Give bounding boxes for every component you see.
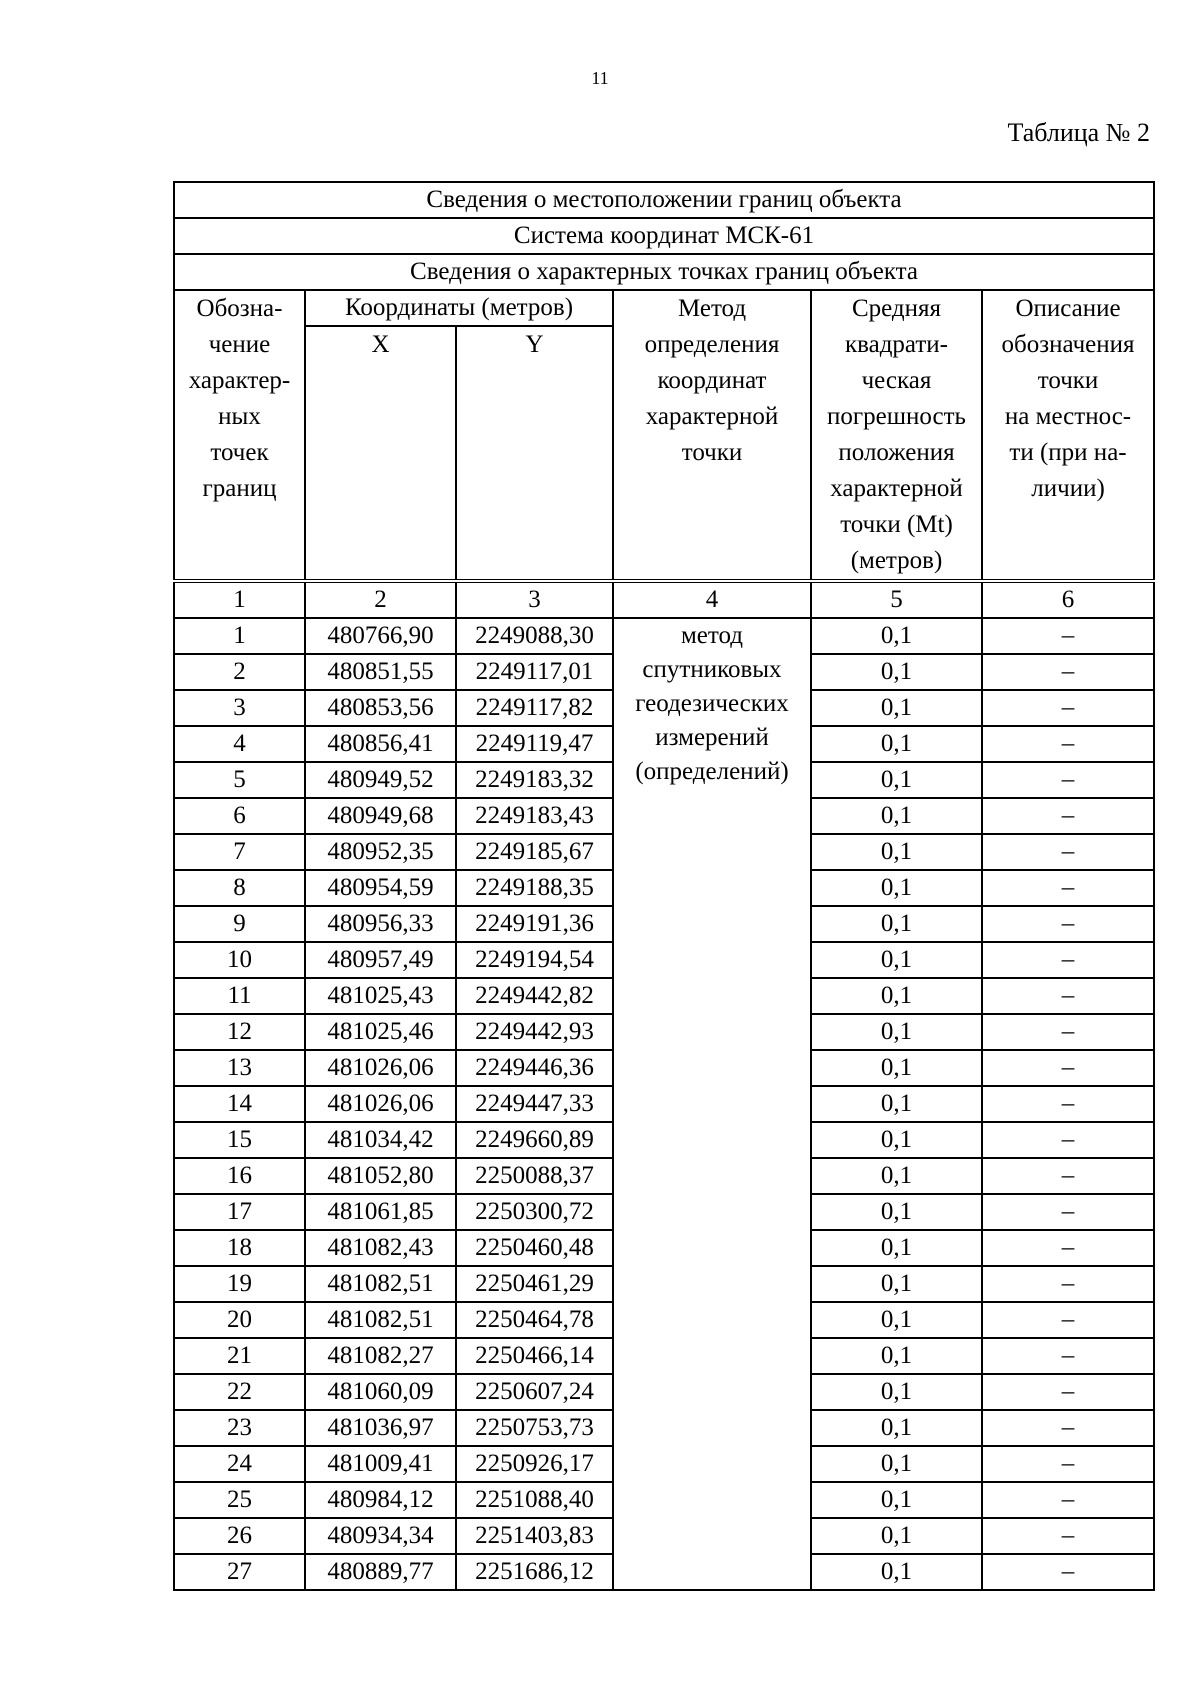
point-number-cell: 14 xyxy=(174,1086,305,1122)
description-cell: – xyxy=(982,1518,1154,1554)
mean-error-cell: 0,1 xyxy=(811,762,982,798)
mean-error-cell: 0,1 xyxy=(811,1122,982,1158)
x-coordinate-cell: 481082,51 xyxy=(305,1302,456,1338)
y-coordinate-cell: 2249183,32 xyxy=(456,762,613,798)
point-number-cell: 1 xyxy=(174,618,305,654)
mean-error-cell: 0,1 xyxy=(811,1194,982,1230)
point-number-cell: 13 xyxy=(174,1050,305,1086)
description-cell: – xyxy=(982,1122,1154,1158)
mean-error-cell: 0,1 xyxy=(811,1482,982,1518)
table-row xyxy=(174,618,1154,654)
y-coordinate-cell: 2249183,43 xyxy=(456,798,613,834)
mean-error-cell: 0,1 xyxy=(811,834,982,870)
point-number-cell: 18 xyxy=(174,1230,305,1266)
x-coordinate-cell: 481082,51 xyxy=(305,1266,456,1302)
mean-error-cell: 0,1 xyxy=(811,618,982,654)
header-description xyxy=(982,290,1154,581)
mean-error-cell: 0,1 xyxy=(811,1374,982,1410)
y-coordinate-cell: 2249188,35 xyxy=(456,870,613,906)
x-coordinate-cell: 481009,41 xyxy=(305,1446,456,1482)
point-number-cell: 24 xyxy=(174,1446,305,1482)
column-number: 1 xyxy=(174,581,305,618)
point-number-cell: 8 xyxy=(174,870,305,906)
point-number-cell: 2 xyxy=(174,654,305,690)
description-cell: – xyxy=(982,1302,1154,1338)
mean-error-cell: 0,1 xyxy=(811,870,982,906)
point-number-cell: 17 xyxy=(174,1194,305,1230)
y-coordinate-cell: 2250466,14 xyxy=(456,1338,613,1374)
x-coordinate-cell: 480766,90 xyxy=(305,618,456,654)
x-coordinate-cell: 480889,77 xyxy=(305,1554,456,1590)
y-coordinate-cell: 2249117,01 xyxy=(456,654,613,690)
header-description-text: Описание обозначения точки на местнос- ти (при на- личии) xyxy=(1001,295,1135,502)
description-cell: – xyxy=(982,726,1154,762)
description-cell: – xyxy=(982,1086,1154,1122)
point-number-cell: 19 xyxy=(174,1266,305,1302)
header-method-text: Метод определения координат характерной точки xyxy=(644,295,780,466)
description-cell: – xyxy=(982,1374,1154,1410)
x-coordinate-cell: 480949,52 xyxy=(305,762,456,798)
x-coordinate-cell: 481052,80 xyxy=(305,1158,456,1194)
mean-error-cell: 0,1 xyxy=(811,1086,982,1122)
point-number-cell: 7 xyxy=(174,834,305,870)
description-cell: – xyxy=(982,870,1154,906)
mean-error-cell: 0,1 xyxy=(811,1158,982,1194)
column-number: 2 xyxy=(305,581,456,618)
mean-error-cell: 0,1 xyxy=(811,1050,982,1086)
description-cell: – xyxy=(982,978,1154,1014)
y-coordinate-cell: 2250926,17 xyxy=(456,1446,613,1482)
y-coordinate-cell: 2250461,29 xyxy=(456,1266,613,1302)
header-designation-text: Обозна- чение характер- ных точек границ xyxy=(188,295,291,502)
y-coordinate-cell: 2249446,36 xyxy=(456,1050,613,1086)
x-coordinate-cell: 480952,35 xyxy=(305,834,456,870)
mean-error-cell: 0,1 xyxy=(811,654,982,690)
y-coordinate-cell: 2250300,72 xyxy=(456,1194,613,1230)
description-cell: – xyxy=(982,798,1154,834)
mean-error-cell: 0,1 xyxy=(811,690,982,726)
x-coordinate-cell: 481034,42 xyxy=(305,1122,456,1158)
column-number: 3 xyxy=(456,581,613,618)
point-number-cell: 5 xyxy=(174,762,305,798)
header-y: Y xyxy=(456,326,613,581)
y-coordinate-cell: 2250464,78 xyxy=(456,1302,613,1338)
point-number-cell: 26 xyxy=(174,1518,305,1554)
table-caption: Таблица № 2 xyxy=(1007,118,1150,147)
y-coordinate-cell: 2250753,73 xyxy=(456,1410,613,1446)
description-cell: – xyxy=(982,1266,1154,1302)
column-number: 4 xyxy=(613,581,811,618)
point-number-cell: 6 xyxy=(174,798,305,834)
x-coordinate-cell: 480851,55 xyxy=(305,654,456,690)
point-number-cell: 23 xyxy=(174,1410,305,1446)
description-cell: – xyxy=(982,906,1154,942)
point-number-cell: 15 xyxy=(174,1122,305,1158)
point-number-cell: 10 xyxy=(174,942,305,978)
column-number: 5 xyxy=(811,581,982,618)
x-coordinate-cell: 480856,41 xyxy=(305,726,456,762)
mean-error-cell: 0,1 xyxy=(811,1230,982,1266)
y-coordinate-cell: 2250460,48 xyxy=(456,1230,613,1266)
y-coordinate-cell: 2249194,54 xyxy=(456,942,613,978)
mean-error-cell: 0,1 xyxy=(811,1554,982,1590)
description-cell: – xyxy=(982,942,1154,978)
header-error-text: Средняя квадрати- ческая погрешность положения характерной точки (Mt) (метров) xyxy=(827,295,966,574)
method-cell xyxy=(613,618,811,1590)
y-coordinate-cell: 2251403,83 xyxy=(456,1518,613,1554)
description-cell: – xyxy=(982,1482,1154,1518)
table-title-coordinate-system: Система координат МСК-61 xyxy=(174,218,1154,254)
x-coordinate-cell: 481082,43 xyxy=(305,1230,456,1266)
description-cell: – xyxy=(982,834,1154,870)
point-number-cell: 12 xyxy=(174,1014,305,1050)
point-number-cell: 11 xyxy=(174,978,305,1014)
y-coordinate-cell: 2249660,89 xyxy=(456,1122,613,1158)
y-coordinate-cell: 2249119,47 xyxy=(456,726,613,762)
y-coordinate-cell: 2249117,82 xyxy=(456,690,613,726)
point-number-cell: 3 xyxy=(174,690,305,726)
point-number-cell: 21 xyxy=(174,1338,305,1374)
column-number: 6 xyxy=(982,581,1154,618)
description-cell: – xyxy=(982,1014,1154,1050)
mean-error-cell: 0,1 xyxy=(811,1302,982,1338)
x-coordinate-cell: 480949,68 xyxy=(305,798,456,834)
y-coordinate-cell: 2249442,82 xyxy=(456,978,613,1014)
mean-error-cell: 0,1 xyxy=(811,1014,982,1050)
x-coordinate-cell: 480954,59 xyxy=(305,870,456,906)
x-coordinate-cell: 480957,49 xyxy=(305,942,456,978)
table-title-boundaries: Сведения о местоположении границ объекта xyxy=(174,182,1154,218)
description-cell: – xyxy=(982,1050,1154,1086)
header-x: X xyxy=(305,326,456,581)
description-cell: – xyxy=(982,1410,1154,1446)
x-coordinate-cell: 481025,43 xyxy=(305,978,456,1014)
point-number-cell: 16 xyxy=(174,1158,305,1194)
header-coordinates: Координаты (метров) xyxy=(305,290,613,326)
y-coordinate-cell: 2251686,12 xyxy=(456,1554,613,1590)
x-coordinate-cell: 480956,33 xyxy=(305,906,456,942)
x-coordinate-cell: 481026,06 xyxy=(305,1086,456,1122)
y-coordinate-cell: 2250088,37 xyxy=(456,1158,613,1194)
description-cell: – xyxy=(982,1230,1154,1266)
y-coordinate-cell: 2249185,67 xyxy=(456,834,613,870)
x-coordinate-cell: 481025,46 xyxy=(305,1014,456,1050)
mean-error-cell: 0,1 xyxy=(811,798,982,834)
x-coordinate-cell: 480853,56 xyxy=(305,690,456,726)
mean-error-cell: 0,1 xyxy=(811,1338,982,1374)
y-coordinate-cell: 2250607,24 xyxy=(456,1374,613,1410)
mean-error-cell: 0,1 xyxy=(811,726,982,762)
point-number-cell: 4 xyxy=(174,726,305,762)
page-number: 11 xyxy=(591,68,609,88)
description-cell: – xyxy=(982,1554,1154,1590)
x-coordinate-cell: 480984,12 xyxy=(305,1482,456,1518)
description-cell: – xyxy=(982,1338,1154,1374)
point-number-cell: 25 xyxy=(174,1482,305,1518)
description-cell: – xyxy=(982,1158,1154,1194)
x-coordinate-cell: 481061,85 xyxy=(305,1194,456,1230)
description-cell: – xyxy=(982,762,1154,798)
point-number-cell: 22 xyxy=(174,1374,305,1410)
x-coordinate-cell: 481026,06 xyxy=(305,1050,456,1086)
mean-error-cell: 0,1 xyxy=(811,906,982,942)
header-method xyxy=(613,290,811,581)
mean-error-cell: 0,1 xyxy=(811,978,982,1014)
y-coordinate-cell: 2249447,33 xyxy=(456,1086,613,1122)
mean-error-cell: 0,1 xyxy=(811,1446,982,1482)
mean-error-cell: 0,1 xyxy=(811,1518,982,1554)
description-cell: – xyxy=(982,1194,1154,1230)
boundary-points-table xyxy=(173,181,1155,1591)
header-error xyxy=(811,290,982,581)
x-coordinate-cell: 480934,34 xyxy=(305,1518,456,1554)
point-number-cell: 20 xyxy=(174,1302,305,1338)
x-coordinate-cell: 481036,97 xyxy=(305,1410,456,1446)
mean-error-cell: 0,1 xyxy=(811,1410,982,1446)
mean-error-cell: 0,1 xyxy=(811,1266,982,1302)
description-cell: – xyxy=(982,618,1154,654)
x-coordinate-cell: 481060,09 xyxy=(305,1374,456,1410)
mean-error-cell: 0,1 xyxy=(811,942,982,978)
x-coordinate-cell: 481082,27 xyxy=(305,1338,456,1374)
y-coordinate-cell: 2251088,40 xyxy=(456,1482,613,1518)
table-title-characteristic-points: Сведения о характерных точках границ объекта xyxy=(174,254,1154,290)
y-coordinate-cell: 2249191,36 xyxy=(456,906,613,942)
y-coordinate-cell: 2249088,30 xyxy=(456,618,613,654)
y-coordinate-cell: 2249442,93 xyxy=(456,1014,613,1050)
header-designation xyxy=(174,290,305,581)
description-cell: – xyxy=(982,654,1154,690)
method-text: метод спутниковых геодезических измерений (определений) xyxy=(635,622,789,785)
description-cell: – xyxy=(982,1446,1154,1482)
point-number-cell: 9 xyxy=(174,906,305,942)
description-cell: – xyxy=(982,690,1154,726)
point-number-cell: 27 xyxy=(174,1554,305,1590)
